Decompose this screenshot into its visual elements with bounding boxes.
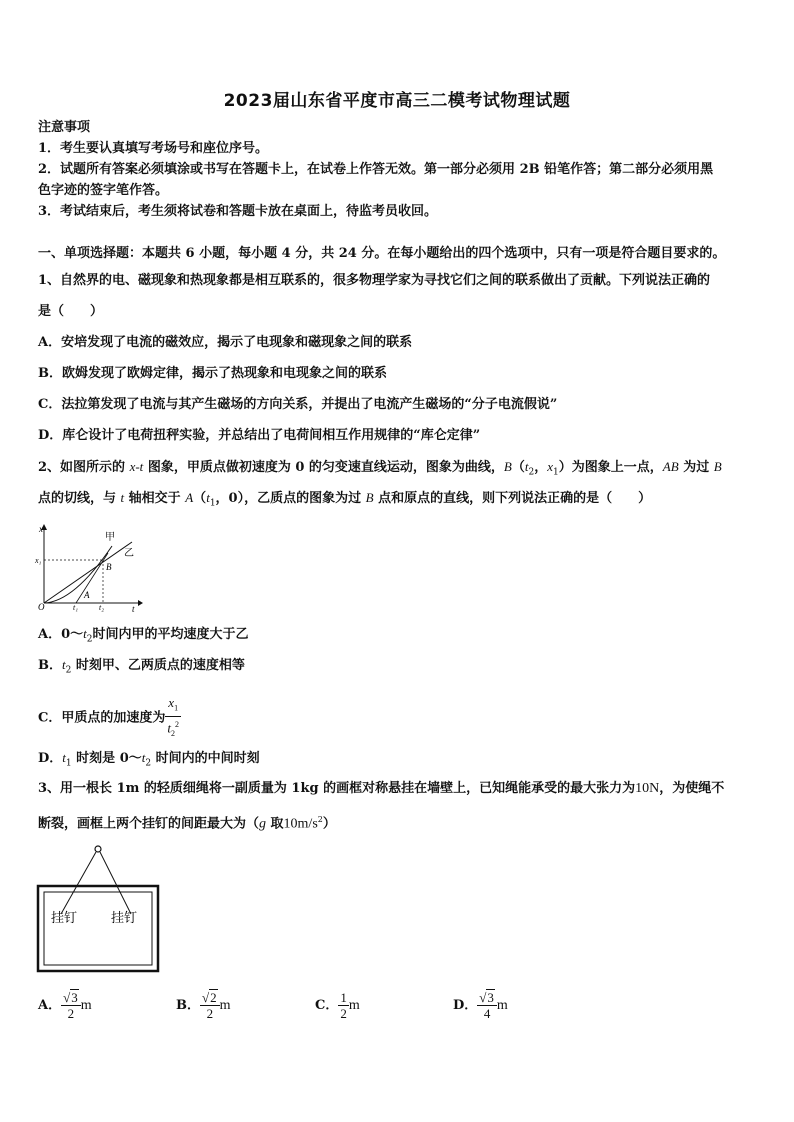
x-axis-label: x (39, 524, 43, 534)
q3-stem-line-2 (38, 811, 336, 833)
frac-sup: 2 (174, 719, 179, 729)
q2-text: ）为图象上一点， (558, 460, 663, 475)
t1-label: t₁ (73, 603, 79, 612)
q2-stem-line-1 (38, 458, 722, 482)
q2-var-t1: t (206, 490, 210, 505)
point-a-label: A (84, 590, 90, 600)
q2-var-t: t (120, 490, 125, 505)
q3-text: 断裂，画框上两个挂钉的间距最大为（ (38, 816, 260, 832)
option-label: B． (176, 998, 200, 1013)
q2-stem-line-2 (38, 489, 651, 513)
q2-option-text: 时间内的中间时刻 (151, 751, 260, 766)
frac-denominator: 4 (483, 1006, 491, 1021)
notice-heading: 注意事项 (38, 120, 91, 135)
acceleration-fraction (165, 695, 181, 741)
q1-option-d: D．库仑设计了电荷扭秤实验，并总结出了电荷间相互作用规律的“库仑定律” (38, 428, 481, 443)
q3-stem-line-1 (38, 780, 724, 798)
q2-text: 点的切线，与 (38, 491, 121, 506)
curve-jia (44, 546, 112, 603)
q3-text: ，为使绳不 (659, 781, 725, 796)
q2-sub: 1 (553, 467, 559, 478)
q2-xt-graph (34, 518, 146, 614)
wall-nail (95, 846, 101, 852)
notice-item-3: 3．考试结束后，考生须将试卷和答题卡放在桌面上，待监考员收回。 (38, 204, 438, 219)
t-axis-label: t (132, 604, 135, 614)
frac-numerator: 3 (71, 990, 78, 1005)
section-1-header: 一、单项选择题：本题共 6 小题，每小题 4 分，共 24 分。在每小题给出的四个选项中，只有一项是符合题目要求的。 (38, 246, 726, 261)
nail-label-right: 挂钉 (111, 910, 138, 925)
q2-var-ab: AB (662, 459, 679, 474)
option-label: C． (315, 998, 339, 1013)
origin-label: O (38, 602, 45, 612)
q3-option-b (176, 990, 231, 1021)
q2-option-c (38, 695, 181, 741)
q2-option-text: C．甲质点的加速度为 (38, 710, 166, 726)
q2-sub: 1 (65, 758, 72, 769)
frac-numerator: 2 (210, 990, 217, 1005)
q2-option-d (38, 749, 260, 773)
q3-picture-frame-diagram (36, 842, 160, 974)
q2-option-b (38, 656, 245, 680)
q2-var-t: t (141, 750, 146, 765)
option-label: D． (453, 998, 478, 1013)
unit-m: m (80, 998, 92, 1013)
q2-text: 图象，甲质点做初速度为 0 的匀变速直线运动，图象为曲线， (143, 460, 504, 475)
q3-option-a (38, 990, 92, 1021)
q2-text: （ (511, 460, 525, 475)
frac-denominator: 2 (67, 1006, 75, 1021)
notice-item-2-line-1: 2．试题所有答案必须填涂或书写在答题卡上，在试卷上作答无效。第一部分必须用 2B 铅笔作答；第二部分必须用黑 (38, 162, 714, 177)
frac-denominator: 2 (340, 1006, 347, 1021)
q2-option-text: 时间内甲的平均速度大于乙 (92, 627, 249, 642)
frame-inner (44, 892, 152, 965)
q3-var-g: g (259, 816, 267, 832)
option-fraction: $\frac{√3}{2}$ (61, 990, 81, 1021)
q2-option-a (38, 625, 249, 649)
q2-var-xt: x-t (129, 459, 144, 474)
option-fraction (338, 990, 349, 1021)
page-title: 2023届山东省平度市高三二模考试物理试题 (223, 91, 571, 111)
q3-tension-value: 10N (635, 781, 660, 796)
q2-sub: 2 (145, 758, 152, 769)
q3-text: 取 (266, 816, 284, 832)
q1-stem-line-1: 1、自然界的电、磁现象和热现象都是相互联系的，很多物理学家为寻找它们之间的联系做出了贡献。下列说法正确的 (38, 273, 711, 288)
q2-text: ， (534, 460, 548, 475)
q2-option-text: 时刻是 0～ (71, 751, 142, 766)
q2-sub: 2 (65, 665, 72, 676)
q3-option-c (315, 990, 360, 1021)
unit-m: m (348, 998, 360, 1013)
frac-numerator: 3 (487, 990, 494, 1005)
nail-label-left: 挂钉 (51, 910, 78, 925)
unit-m: m (219, 998, 231, 1013)
frac-numerator: 1 (340, 990, 347, 1005)
q2-text: 轴相交于 (124, 491, 186, 506)
q2-var-b: B (365, 490, 374, 505)
frac-denominator: 2 (206, 1006, 214, 1021)
q2-sub: 1 (209, 498, 216, 509)
q3-option-d (453, 990, 508, 1021)
q2-var-b: B (713, 459, 722, 474)
option-label: A． (38, 998, 62, 1013)
q3-text: 3、用一根长 1m 的轻质细绳将一副质量为 1kg 的画框对称悬挂在墙壁上，已知绳能承受的最大张力为 (38, 781, 636, 796)
q3-sup: 2 (317, 815, 323, 824)
string-left (61, 852, 96, 914)
q2-var-x1: x (547, 459, 554, 474)
frac-sub: 1 (174, 703, 179, 713)
notice-item-1: 1．考生要认真填写考场号和座位序号。 (38, 141, 269, 156)
q2-var-t: t (62, 750, 66, 765)
q2-var-a: A (185, 490, 194, 505)
q2-var-t: t (83, 626, 87, 641)
q1-option-b: B．欧姆发现了欧姆定律，揭示了热现象和电现象之间的联系 (38, 366, 387, 381)
line-yi-label: 乙 (124, 548, 134, 559)
frac-sub: 2 (170, 728, 175, 738)
q3-text: ） (322, 816, 336, 832)
q2-text: ，0），乙质点的图象为过 (215, 491, 366, 506)
t2-label: t₂ (99, 603, 105, 612)
q2-var-t: t (62, 657, 66, 672)
t-axis-arrow (138, 600, 143, 606)
q2-text: 点和原点的直线，则下列说法正确的是（ ） (373, 491, 652, 506)
q2-text: （ (193, 491, 207, 506)
q2-sub: 2 (528, 467, 535, 478)
q1-stem-line-2: 是（ ） (38, 304, 104, 319)
string-right (100, 852, 131, 914)
q2-var-b: B (503, 459, 512, 474)
q2-text: 为过 (678, 460, 714, 475)
unit-m: m (496, 998, 508, 1013)
curve-jia-label: 甲 (105, 532, 115, 543)
q2-text: 2、如图所示的 (38, 460, 130, 475)
q2-option-text: A．0～ (38, 627, 84, 642)
q2-option-text: 时刻甲、乙两质点的速度相等 (71, 658, 245, 673)
frac-numerator: x (168, 695, 175, 710)
q2-option-text: D． (38, 751, 63, 766)
option-fraction: $\frac{√3}{4}$ (477, 990, 497, 1021)
frac-denominator: t (167, 719, 171, 735)
q2-sub: 2 (86, 634, 93, 645)
q1-option-a: A．安培发现了电流的磁效应，揭示了电现象和磁现象之间的联系 (38, 335, 413, 350)
q3-g-value: 10m/s (283, 816, 318, 832)
point-b-label: B (106, 562, 112, 572)
q1-option-c: C．法拉第发现了电流与其产生磁场的方向关系，并提出了电流产生磁场的“分子电流假说” (38, 397, 558, 412)
notice-item-2-line-2: 色字迹的签字笔作答。 (38, 183, 169, 198)
x1-label: x₁ (35, 556, 42, 565)
q2-option-text: B． (38, 658, 62, 673)
q2-var-t2: t (524, 459, 529, 474)
frame-outer (38, 886, 158, 971)
option-fraction: $\frac{√2}{2}$ (200, 990, 220, 1021)
